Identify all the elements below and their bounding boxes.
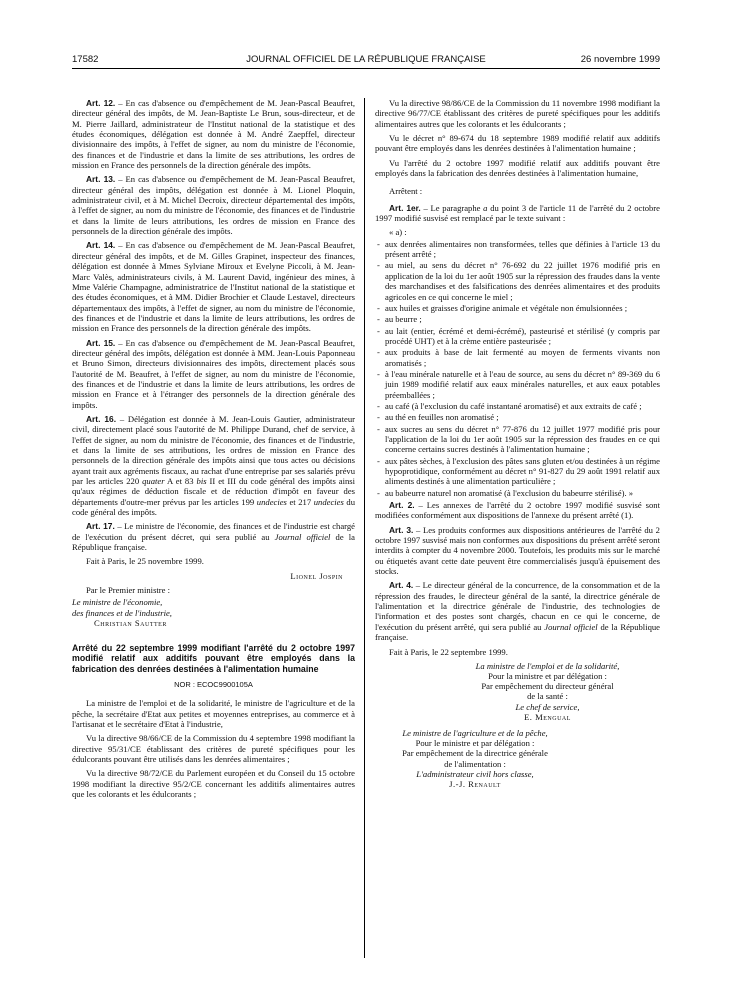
page-header xyxy=(72,54,660,68)
article-12: Art. 12. – En cas d'absence ou d'empêchement de M. Jean-Pascal Beaufret, directeur général des impôts, de M. Jean-Baptiste Le Brun, sous-directeur, et de M. Pierre Jaillard, administrateur de l'Institut national de la statistique et des études économiques, délégation est donnée à M. André Zaepffel, directeur divisionnaire des impôts, à l'effet de signer, au nom du ministre de l'économie, des finances et de l'industrie et dans la limite de ses attributions, les ordres de mission en France des personnels de la direction générale des impôts. xyxy=(72,98,355,171)
list-item: - à l'eau minérale naturelle et à l'eau de source, au sens du décret n° 89-369 du 6 juin 1989 modifié relatif aux eaux minérales naturelles, et aux eaux potables préemballées ; xyxy=(375,369,660,400)
article-16: Art. 16. – Délégation est donnée à M. Jean-Louis Gautier, administrateur civil, directement placé sous l'autorité de M. Philippe Durand, chef de service, à l'effet de signer, au nom du ministre de l'économie, des finances et de l'industrie, et dans la limite de ses attributions, les ordres de mission en France des personnels de la direction générale des impôts ainsi que tous actes ou décisions ayant trait aux agréments fiscaux, au rachat d'une entreprise par ses salariés prévu par les articles 220 quater A et 83 bis II et III du code général des impôts ainsi qu'aux régimes de déduction fiscale et de réduction d'impôt en faveur des départements d'outre-mer prévus par les articles 199 undecies et 217 undecies du code général des impôts. xyxy=(72,413,355,518)
article-1: Art. 1er. – Le paragraphe a du point 3 de l'article 11 de l'arrêté du 2 octobre 1997 modifié susvisé est remplacé par le texte suivant : xyxy=(375,202,660,224)
header-rule xyxy=(72,68,660,69)
list-items xyxy=(375,239,660,498)
ministre-name: Christian Sautter xyxy=(94,618,167,629)
article-14: Art. 14. – En cas d'absence ou d'empêchement de M. Jean-Pascal Beaufret, directeur général des impôts, et de M. Gilles Grapinet, inspecteur des finances, délégation est donnée à Mmes Sylviane Miroux et Evelyne Piccoli, à M. Jean-Marc Valès, administrateurs civils, à M. Laurent David, ingénieur des mines, à Mme Valérie Champagne, administratrice de l'Institut national de la statistique et des études économiques, et à MM. Didier Brochier et Claude Lestavel, directeurs départementaux des impôts, à l'effet de signer, au nom du ministre de l'économie, des finances et de l'industrie et dans la limite de leurs attributions, les ordres de mission en France des personnels de la direction générale des impôts. xyxy=(72,240,355,334)
page-number: 17582 xyxy=(72,54,99,65)
arrete-title: Arrêté du 22 septembre 1999 modifiant l'arrêté du 2 octobre 1997 modifié relatif aux additifs pouvant être employés dans la fabrication des denrées destinées à l'alimentation humaine xyxy=(72,642,355,674)
list-item: - au lait (entier, écrémé et demi-écrémé), pasteurisé et stérilisé (y compris par procédé UHT) et à la crème entière pasteurisée ; xyxy=(375,326,660,347)
ministre-title-1: Le ministre de l'économie, xyxy=(72,597,163,608)
list-item: - aux pâtes sèches, à l'exclusion des pâtes sans gluten et/ou destinées à un régime hypoprotidique, conformément au décret n° 91-827 du 29 août 1991 relatif aux aliments destinés à une alimentation particulière ; xyxy=(375,456,660,487)
ministre-title-2: des finances et de l'industrie, xyxy=(72,607,172,618)
signer-name: Lionel Jospin xyxy=(290,570,343,581)
vu-2: Vu la directive 98/72/CE du Parlement européen et du Conseil du 15 octobre 1998 modifiant la directive 95/2/CE concernant les additifs alimentaires autres que les colorants et les édulcorants ; xyxy=(72,768,355,800)
list-item: - aux denrées alimentaires non transformées, telles que définies à l'article 13 du présent arrêté ; xyxy=(375,239,660,260)
signer-renault: J.-J. Renault xyxy=(449,779,501,790)
list-item: - aux sucres au sens du décret n° 77-876 du 12 juillet 1977 modifié pris pour l'application de la loi du 1er août 1905 sur la répression des fraudes en ce qui concerne certains sucres destinés à l'alimentation humaine ; xyxy=(375,424,660,455)
list-item: - au café (à l'exclusion du café instantané aromatisé) et aux extraits de café ; xyxy=(375,401,660,411)
signature-block-1: La ministre de l'emploi et de la solidarité, Pour la ministre et par délégation : Par empêchement du directeur général de la santé : Le chef de service, E. Mengual xyxy=(375,661,660,722)
right-column xyxy=(375,98,660,789)
journal-title: JOURNAL OFFICIEL DE LA RÉPUBLIQUE FRANÇAISE xyxy=(246,54,486,65)
article-13: Art. 13. – En cas d'absence ou d'empêchement de M. Jean-Pascal Beaufret, directeur général des impôts, délégation est donnée à M. Lionel Ploquin, administrateur civil, et à M. Michel Decroix, directeur départemental des impôts, à l'effet de signer, au nom du ministre de l'économie, des finances et de l'industrie et dans la limite de leurs attributions, les ordres de mission en France des personnels de la direction générale des impôts. xyxy=(72,174,355,237)
article-17: Art. 17. – Le ministre de l'économie, des finances et de l'industrie est chargé de l'exécution du présent décret, qui sera publié au Journal officiel de la République française. xyxy=(72,521,355,553)
signature-block-2: Le ministre de l'agriculture et de la pêche, Pour le ministre et par délégation : Par empêchement de la directrice générale de l'alimentation : L'administrateur civil hors classe, J.-J. Renault xyxy=(375,728,575,789)
list-item: - au miel, au sens du décret n° 76-692 du 22 juillet 1976 modifié pris en application de la loi du 1er août 1905 sur la répression des fraudes dans la vente des marchandises et des falsifications des denrées alimentaires et des produits agricoles en ce qui concerne le miel ; xyxy=(375,260,660,301)
preamble-ministers: La ministre de l'emploi et de la solidarité, le ministre de l'agriculture et de la pêche, la secrétaire d'Etat aux petites et moyennes entreprises, au commerce et à l'artisanat et le secrétaire d'Etat à l'industrie, xyxy=(72,698,355,730)
list-item: - au thé en feuilles non aromatisé ; xyxy=(375,412,660,422)
vu-3: Vu la directive 98/86/CE de la Commission du 11 novembre 1998 modifiant la directive 96/77/CE établissant des critères de pureté spécifiques pour les additifs alimentaires autres que les colorants et les édulcorants ; xyxy=(375,98,660,129)
article-3: Art. 3. – Les produits conformes aux dispositions antérieures de l'arrêté du 2 octobre 1997 susvisé mais non conformes aux dispositions du présent arrêté seront interdits à compter du 4 novembre 2000. Toutefois, les produits mis sur le marché ou étiquetés avant cette date peuvent être commercialisés jusqu'à épuisement des stocks. xyxy=(375,524,660,577)
vu-4: Vu le décret n° 89-674 du 18 septembre 1989 modifié relatif aux additifs pouvant être employés dans les denrées destinées à l'alimentation humaine ; xyxy=(375,133,660,154)
list-item: - au babeurre naturel non aromatisé (à l'exclusion du babeurre stérilisé). » xyxy=(375,488,660,498)
list-item: - aux produits à base de lait fermenté au moyen de ferments vivants non aromatisés ; xyxy=(375,347,660,368)
article-15: Art. 15. – En cas d'absence ou d'empêchement de M. Jean-Pascal Beaufret, directeur général des impôts, délégation est donnée à MM. Jean-Louis Paponneau et Bruno Simon, directeurs divisionnaires des impôts, directement placés sous l'autorité de M. Beaufret, à l'effet de signer, au nom du ministre de l'économie, des finances et de l'industrie et dans la limite de leurs attributions, les ordres de mission en France et à l'étranger des personnels de la direction générale des impôts. xyxy=(72,337,355,410)
column-separator xyxy=(364,98,365,958)
left-column xyxy=(72,98,355,803)
list-item: - aux huiles et graisses d'origine animale et végétale non émulsionnées ; xyxy=(375,303,660,313)
vu-1: Vu la directive 98/66/CE de la Commission du 4 septembre 1998 modifiant la directive 95/31/CE établissant des critères de pureté spécifiques pour les édulcorants pouvant être utilisés dans les denrées alimentaires ; xyxy=(72,733,355,765)
article-2: Art. 2. – Les annexes de l'arrêté du 2 octobre 1997 modifié susvisé sont modifiées conformément aux dispositions de l'annexe du présent arrêté (1). xyxy=(375,500,660,521)
par-premier-ministre: Par le Premier ministre : xyxy=(86,585,171,596)
signer-mengual: E. Mengual xyxy=(524,711,571,722)
fait-a-paris-2: Fait à Paris, le 22 septembre 1999. xyxy=(389,646,508,657)
issue-date: 26 novembre 1999 xyxy=(580,54,660,65)
vu-5: Vu l'arrêté du 2 octobre 1997 modifié relatif aux additifs pouvant être employés dans la fabrication des denrées destinées à l'alimentation humaine, xyxy=(375,157,660,179)
nor-reference: NOR : ECOC9900105A xyxy=(174,680,253,689)
arretent: Arrêtent : xyxy=(389,186,423,197)
fait-a-paris: Fait à Paris, le 25 novembre 1999. xyxy=(86,556,204,567)
article-4: Art. 4. – Le directeur général de la concurrence, de la consommation et de la répression des fraudes, le directeur général de la santé, la directrice générale de l'alimentation et la directrice générale de l'industrie, des technologies de l'information et des postes sont chargés, chacun en ce qui le concerne, de l'exécution du présent arrêté, qui sera publié au Journal officiel de la République française. xyxy=(375,580,660,643)
list-item: - au beurre ; xyxy=(375,314,660,324)
quote-a: « a) : xyxy=(389,227,407,238)
